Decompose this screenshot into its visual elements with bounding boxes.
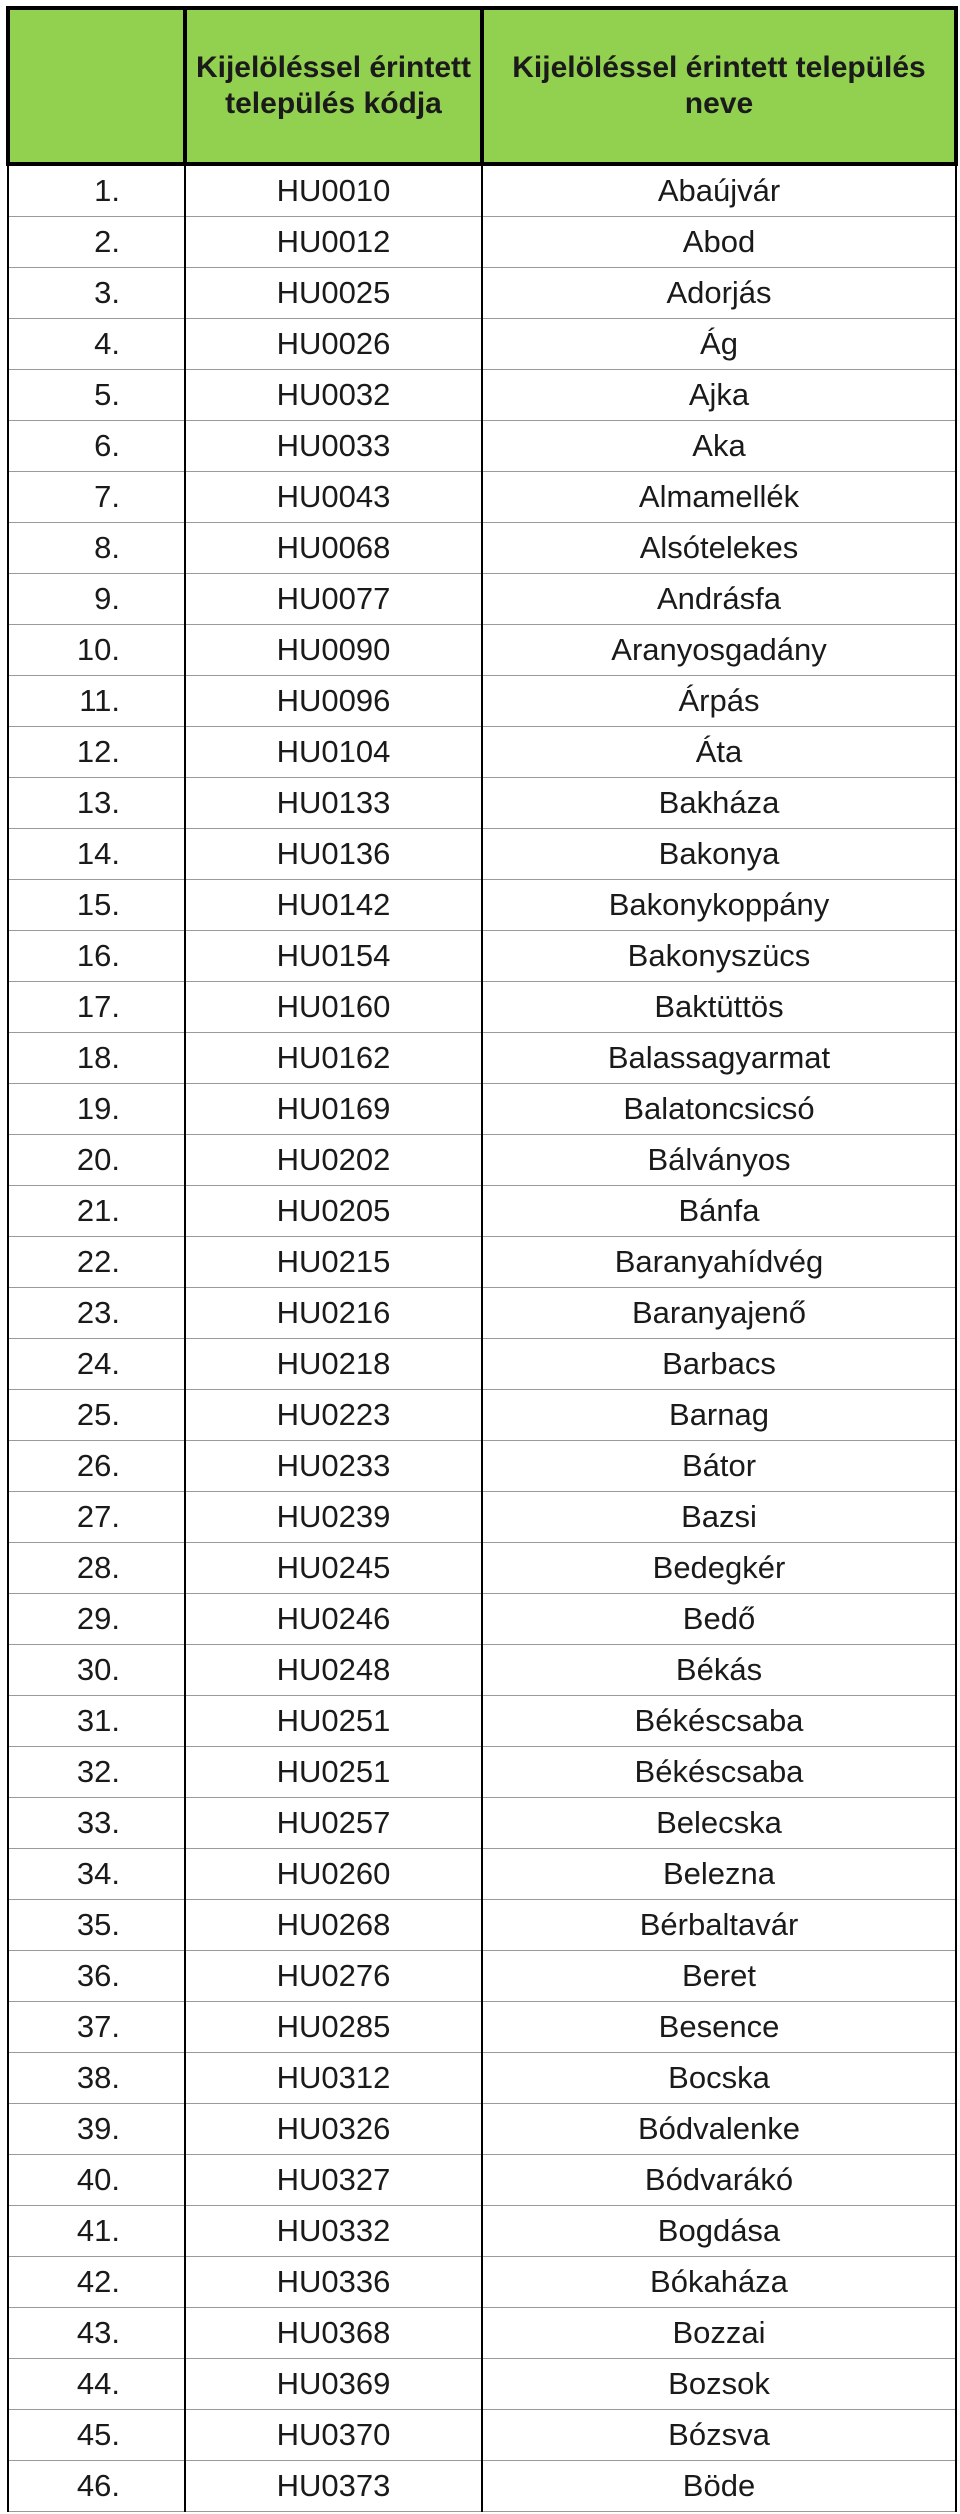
settlement-table — [6, 6, 958, 2512]
row-index: 28. — [8, 1543, 185, 1594]
table-row — [8, 1951, 956, 2002]
table-row — [8, 1033, 956, 1084]
settlement-name: Bakonyszücs — [482, 931, 956, 982]
settlement-code: HU0248 — [185, 1645, 482, 1696]
table-row — [8, 574, 956, 625]
table-row — [8, 1849, 956, 1900]
settlement-code: HU0276 — [185, 1951, 482, 2002]
settlement-code: HU0090 — [185, 625, 482, 676]
settlement-name: Bókaháza — [482, 2257, 956, 2308]
settlement-code: HU0260 — [185, 1849, 482, 1900]
settlement-name: Békéscsaba — [482, 1747, 956, 1798]
row-index: 8. — [8, 523, 185, 574]
settlement-name: Bakháza — [482, 778, 956, 829]
row-index: 42. — [8, 2257, 185, 2308]
settlement-code: HU0218 — [185, 1339, 482, 1390]
row-index: 3. — [8, 268, 185, 319]
settlement-code: HU0096 — [185, 676, 482, 727]
row-index: 1. — [8, 164, 185, 217]
table-row — [8, 1747, 956, 1798]
header-index — [8, 8, 185, 164]
settlement-code: HU0136 — [185, 829, 482, 880]
settlement-name: Bocska — [482, 2053, 956, 2104]
settlement-code: HU0068 — [185, 523, 482, 574]
settlement-code: HU0043 — [185, 472, 482, 523]
row-index: 29. — [8, 1594, 185, 1645]
row-index: 40. — [8, 2155, 185, 2206]
row-index: 46. — [8, 2461, 185, 2512]
row-index: 23. — [8, 1288, 185, 1339]
settlement-name: Bozsok — [482, 2359, 956, 2410]
row-index: 5. — [8, 370, 185, 421]
settlement-name: Baranyahídvég — [482, 1237, 956, 1288]
settlement-name: Baktüttös — [482, 982, 956, 1033]
settlement-code: HU0251 — [185, 1747, 482, 1798]
row-index: 19. — [8, 1084, 185, 1135]
settlement-name: Belezna — [482, 1849, 956, 1900]
settlement-name: Bedő — [482, 1594, 956, 1645]
settlement-name: Bálványos — [482, 1135, 956, 1186]
row-index: 45. — [8, 2410, 185, 2461]
settlement-name: Aranyosgadány — [482, 625, 956, 676]
settlement-code: HU0033 — [185, 421, 482, 472]
table-row — [8, 2206, 956, 2257]
row-index: 6. — [8, 421, 185, 472]
settlement-code: HU0246 — [185, 1594, 482, 1645]
table-row — [8, 472, 956, 523]
table-row — [8, 625, 956, 676]
settlement-code: HU0233 — [185, 1441, 482, 1492]
table-row — [8, 1339, 956, 1390]
row-index: 34. — [8, 1849, 185, 1900]
row-index: 32. — [8, 1747, 185, 1798]
settlement-name: Adorjás — [482, 268, 956, 319]
settlement-code: HU0142 — [185, 880, 482, 931]
row-index: 33. — [8, 1798, 185, 1849]
row-index: 2. — [8, 217, 185, 268]
settlement-name: Bódvalenke — [482, 2104, 956, 2155]
settlement-code: HU0223 — [185, 1390, 482, 1441]
table-row — [8, 778, 956, 829]
settlement-code: HU0285 — [185, 2002, 482, 2053]
settlement-name: Bérbaltavár — [482, 1900, 956, 1951]
row-index: 31. — [8, 1696, 185, 1747]
settlement-name: Bózsva — [482, 2410, 956, 2461]
settlement-code: HU0026 — [185, 319, 482, 370]
settlement-code: HU0257 — [185, 1798, 482, 1849]
table-row — [8, 1798, 956, 1849]
table-row — [8, 2053, 956, 2104]
settlement-code: HU0326 — [185, 2104, 482, 2155]
settlement-name: Barbacs — [482, 1339, 956, 1390]
row-index: 25. — [8, 1390, 185, 1441]
row-index: 43. — [8, 2308, 185, 2359]
settlement-name: Ajka — [482, 370, 956, 421]
row-index: 13. — [8, 778, 185, 829]
settlement-code: HU0032 — [185, 370, 482, 421]
settlement-code: HU0205 — [185, 1186, 482, 1237]
row-index: 4. — [8, 319, 185, 370]
settlement-name: Bódvarákó — [482, 2155, 956, 2206]
settlement-name: Balassagyarmat — [482, 1033, 956, 1084]
row-index: 17. — [8, 982, 185, 1033]
settlement-code: HU0077 — [185, 574, 482, 625]
settlement-name: Bogdása — [482, 2206, 956, 2257]
row-index: 18. — [8, 1033, 185, 1084]
table-row — [8, 1900, 956, 1951]
settlement-code: HU0268 — [185, 1900, 482, 1951]
row-index: 39. — [8, 2104, 185, 2155]
table-row — [8, 2410, 956, 2461]
table-row — [8, 676, 956, 727]
settlement-code: HU0216 — [185, 1288, 482, 1339]
table-row — [8, 523, 956, 574]
table-row — [8, 1390, 956, 1441]
row-index: 15. — [8, 880, 185, 931]
settlement-code: HU0012 — [185, 217, 482, 268]
settlement-code: HU0104 — [185, 727, 482, 778]
table-row — [8, 2308, 956, 2359]
settlement-name: Árpás — [482, 676, 956, 727]
settlement-name: Bakonykoppány — [482, 880, 956, 931]
row-index: 44. — [8, 2359, 185, 2410]
header-row — [8, 8, 956, 164]
settlement-name: Bátor — [482, 1441, 956, 1492]
row-index: 30. — [8, 1645, 185, 1696]
settlement-name: Beret — [482, 1951, 956, 2002]
settlement-code: HU0154 — [185, 931, 482, 982]
settlement-name: Alsótelekes — [482, 523, 956, 574]
table-row — [8, 1237, 956, 1288]
row-index: 20. — [8, 1135, 185, 1186]
settlement-code: HU0025 — [185, 268, 482, 319]
table-body — [8, 164, 956, 2512]
settlement-name: Áta — [482, 727, 956, 778]
table-row — [8, 982, 956, 1033]
settlement-code: HU0327 — [185, 2155, 482, 2206]
table-row — [8, 2359, 956, 2410]
table-row — [8, 164, 956, 217]
row-index: 37. — [8, 2002, 185, 2053]
settlement-name: Andrásfa — [482, 574, 956, 625]
row-index: 35. — [8, 1900, 185, 1951]
settlement-name: Besence — [482, 2002, 956, 2053]
settlement-code: HU0336 — [185, 2257, 482, 2308]
settlement-code: HU0251 — [185, 1696, 482, 1747]
settlement-name: Ág — [482, 319, 956, 370]
header-settlement-code: Kijelöléssel érintett település kódja — [185, 8, 482, 164]
settlement-code: HU0162 — [185, 1033, 482, 1084]
row-index: 9. — [8, 574, 185, 625]
settlement-name: Bazsi — [482, 1492, 956, 1543]
row-index: 36. — [8, 1951, 185, 2002]
row-index: 27. — [8, 1492, 185, 1543]
settlement-name: Baranyajenő — [482, 1288, 956, 1339]
settlement-code: HU0369 — [185, 2359, 482, 2410]
settlement-name: Békás — [482, 1645, 956, 1696]
settlement-name: Balatoncsicsó — [482, 1084, 956, 1135]
settlement-code: HU0169 — [185, 1084, 482, 1135]
table-row — [8, 2155, 956, 2206]
row-index: 16. — [8, 931, 185, 982]
row-index: 24. — [8, 1339, 185, 1390]
row-index: 10. — [8, 625, 185, 676]
table-row — [8, 370, 956, 421]
table-row — [8, 268, 956, 319]
table-row — [8, 727, 956, 778]
table-row — [8, 1594, 956, 1645]
row-index: 12. — [8, 727, 185, 778]
settlement-code: HU0215 — [185, 1237, 482, 1288]
settlement-code: HU0370 — [185, 2410, 482, 2461]
row-index: 7. — [8, 472, 185, 523]
table-row — [8, 2461, 956, 2512]
row-index: 21. — [8, 1186, 185, 1237]
settlement-code: HU0202 — [185, 1135, 482, 1186]
settlement-name: Bánfa — [482, 1186, 956, 1237]
settlement-name: Almamellék — [482, 472, 956, 523]
table-row — [8, 1135, 956, 1186]
table-row — [8, 1696, 956, 1747]
settlement-code: HU0368 — [185, 2308, 482, 2359]
settlement-code: HU0312 — [185, 2053, 482, 2104]
settlement-name: Bakonya — [482, 829, 956, 880]
row-index: 11. — [8, 676, 185, 727]
table-row — [8, 2257, 956, 2308]
table-row — [8, 421, 956, 472]
settlement-code: HU0239 — [185, 1492, 482, 1543]
row-index: 14. — [8, 829, 185, 880]
settlement-code: HU0133 — [185, 778, 482, 829]
settlement-name: Bozzai — [482, 2308, 956, 2359]
settlement-code: HU0010 — [185, 164, 482, 217]
settlement-name: Abaújvár — [482, 164, 956, 217]
table-row — [8, 1441, 956, 1492]
table-row — [8, 217, 956, 268]
table-row — [8, 1186, 956, 1237]
table-row — [8, 829, 956, 880]
header-settlement-name: Kijelöléssel érintett település neve — [482, 8, 956, 164]
settlement-name: Barnag — [482, 1390, 956, 1441]
table-row — [8, 1543, 956, 1594]
table-row — [8, 931, 956, 982]
settlement-name: Böde — [482, 2461, 956, 2512]
table-row — [8, 2002, 956, 2053]
table-row — [8, 319, 956, 370]
settlement-code: HU0245 — [185, 1543, 482, 1594]
table-row — [8, 1492, 956, 1543]
row-index: 41. — [8, 2206, 185, 2257]
settlement-name: Belecska — [482, 1798, 956, 1849]
row-index: 22. — [8, 1237, 185, 1288]
settlement-name: Abod — [482, 217, 956, 268]
table-header — [8, 8, 956, 164]
settlement-code: HU0373 — [185, 2461, 482, 2512]
settlement-code: HU0332 — [185, 2206, 482, 2257]
table-row — [8, 880, 956, 931]
row-index: 38. — [8, 2053, 185, 2104]
settlement-code: HU0160 — [185, 982, 482, 1033]
table-row — [8, 2104, 956, 2155]
row-index: 26. — [8, 1441, 185, 1492]
table-row — [8, 1084, 956, 1135]
settlement-name: Békéscsaba — [482, 1696, 956, 1747]
table-row — [8, 1288, 956, 1339]
table-row — [8, 1645, 956, 1696]
settlement-name: Aka — [482, 421, 956, 472]
settlement-name: Bedegkér — [482, 1543, 956, 1594]
